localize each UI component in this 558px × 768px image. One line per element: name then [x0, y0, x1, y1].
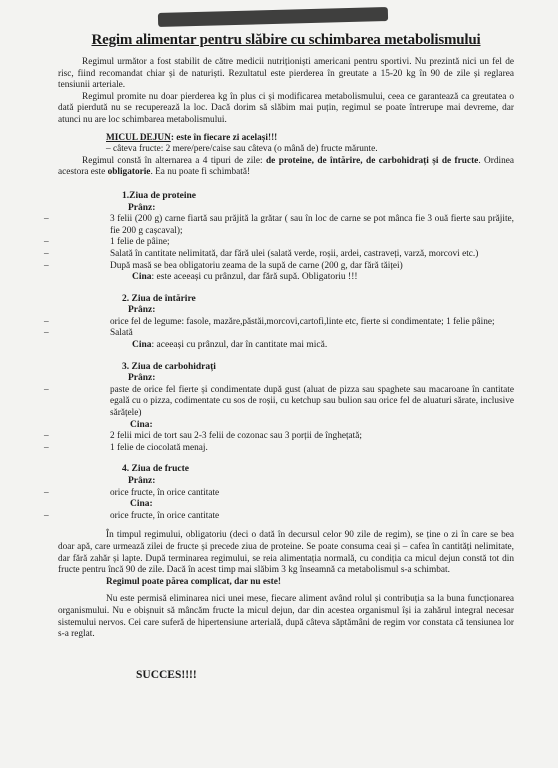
document-title: Regim alimentar pentru slăbire cu schimbarea metabolismului: [91, 32, 481, 48]
breakfast-label: MICUL DEJUN: [106, 132, 171, 143]
redacted-header: [158, 7, 388, 27]
day4-lunch-label: Prânz:: [128, 476, 156, 486]
day1-dinner-text: : este aceeași cu prânzul, dar fără supă. Obligatoriu !!!: [151, 272, 358, 283]
rotation-days: de proteine, de întărire, de carbohidrați și de fructe: [266, 155, 479, 166]
list-item: – 3 felii (200 g) carne fiartă sau prăjită la grătar ( sau în loc de carne se pot mânca fie 3 ouă fierte sau prăjite, fie 200 g cașcaval);: [58, 214, 514, 237]
signoff: SUCCES!!!!: [136, 668, 197, 681]
breakfast-text: : este în fiecare zi același!!!: [170, 132, 278, 143]
day3-lunch-list: [58, 385, 514, 420]
list-item: – Salată în cantitate nelimitată, dar fără ulei (salată verde, roșii, ardei, castraveți, varză, morcovi etc.): [58, 249, 514, 261]
day3-lunch-label: Prânz:: [128, 373, 156, 384]
day4-heading: 4. Ziua de fructe: [122, 464, 190, 475]
complicated-line: Regimul poate părea complicat, dar nu este!: [106, 576, 281, 587]
day2-dinner-text: : aceeași cu prânzul, dar în cantitate mai mică.: [151, 340, 328, 351]
day1-dinner-label: Cina: [132, 272, 152, 283]
intro-paragraph-2: Regimul promite nu doar pierderea kg în plus ci și modificarea metabolismului, ceea ce garantează ca greutatea o dată pierdută nu se recuperează la loc. Dacă dorim să slăbim mai puțin, regimul se poate întrerupe mai devreme, dar atunci nu are loc schimbarea metabolismului.: [58, 91, 514, 125]
rotation-tail: . Ea nu poate fi schimbată!: [150, 167, 251, 178]
list-item: – 1 felie de ciocolată menaj.: [58, 443, 514, 455]
day2-lunch-list: [58, 317, 514, 340]
list-item: – orice fructe, în orice cantitate: [58, 511, 514, 523]
list-item: – După masă se bea obligatoriu zeama de la supă de carne (200 g, dar fără tăiței): [58, 261, 514, 273]
list-item: – 1 felie de pâine;: [58, 237, 514, 249]
breakfast-line: [58, 133, 514, 145]
day1-lunch-label: Prânz:: [128, 202, 156, 213]
list-item: – paste de orice fel fierte și condimentate după gust (aluat de pizza sau spaghete sau macaroane în cantitate egală cu o pizza, codimentate cu sos de roșii, cu ketchup sau bulion sau orice fel de aluaturi sărate, inclusive sărățele): [58, 385, 514, 420]
list-item: – orice fructe, în orice cantitate: [58, 488, 514, 500]
list-item: – Salată: [58, 328, 514, 340]
rotation-mid: . Ordinea acestora este: [58, 155, 514, 178]
day3-dinner-list: [58, 431, 514, 454]
day3-dinner-label: Cina:: [130, 419, 153, 430]
rotation-lead: Regimul constă în alternarea a 4 tipuri de zile:: [82, 155, 266, 166]
breakfast-item: – câteva fructe: 2 mere/pere/caise sau câteva (o mână de) fructe mărunte.: [106, 144, 378, 155]
list-item: – orice fel de legume: fasole, mazăre,păstăi,morcovi,cartofi,linte etc, fierte si condimentate; 1 felie pâine;: [58, 317, 514, 329]
day1-lunch-list: [58, 214, 514, 272]
rotation-mandatory: obligatorie: [107, 167, 151, 178]
during-paragraph: În timpul regimului, obligatoriu (deci o dată în decursul celor 90 zile de regim), se ține o zi în care se bea doar apă, care urmează zilei de fructe și precede ziua de proteine. Se poate consuma ceai și – cafea în cantități nelimitate, dar fără zahăr și lapte. După terminarea regimului, se reia alimentația normală, cu condiția ca micul dejun constă tot din fructe pentru încă 90 de zile. Dacă în acest timp mai slăbim 3 kg înseamnă ca metabolismul s-a schimbat.: [58, 530, 514, 576]
day2-lunch-label: Prânz:: [128, 305, 156, 316]
day4-lunch-list: [58, 488, 514, 500]
day2-heading: 2. Ziua de întărire: [122, 293, 196, 304]
day2-dinner-label: Cina: [132, 340, 152, 351]
day2-dinner: [132, 340, 514, 352]
list-item: – 2 felii mici de tort sau 2-3 felii de cozonac sau 3 porții de înghețată;: [58, 431, 514, 443]
closing-paragraph: Nu este permisă eliminarea nici unei mese, fiecare aliment având rolul și contribuția sa la buna funcționarea organismului. Nu e obișnuit să mâncăm fructe la micul dejun, dar din acestea organismul își ia zahărul integral necesar sistemului nervos. Cei care suferă de hipertensiune arterială, după câteva săptămâni de regim vor constata că tensiunea lor s-a reglat.: [58, 594, 514, 640]
day1-heading: 1.Ziua de proteine: [122, 190, 196, 201]
day3-heading: 3. Ziua de carbohidrați: [122, 361, 216, 372]
day4-dinner-list: [58, 511, 514, 523]
intro-paragraph-1: Regimul următor a fost stabilit de către medicii nutriționiști americani pentru sportivi. Nu prezintă nici un fel de risc, fiind recomandat chiar și de naturiști. Rezultatul este pierderea în greutate a 15-20 kg în 90 de zile și reglarea tensiunii arteriale.: [58, 57, 514, 91]
day1-dinner: [132, 272, 514, 284]
day4-dinner-label: Cina:: [130, 499, 153, 510]
rotation-paragraph: [58, 156, 514, 179]
